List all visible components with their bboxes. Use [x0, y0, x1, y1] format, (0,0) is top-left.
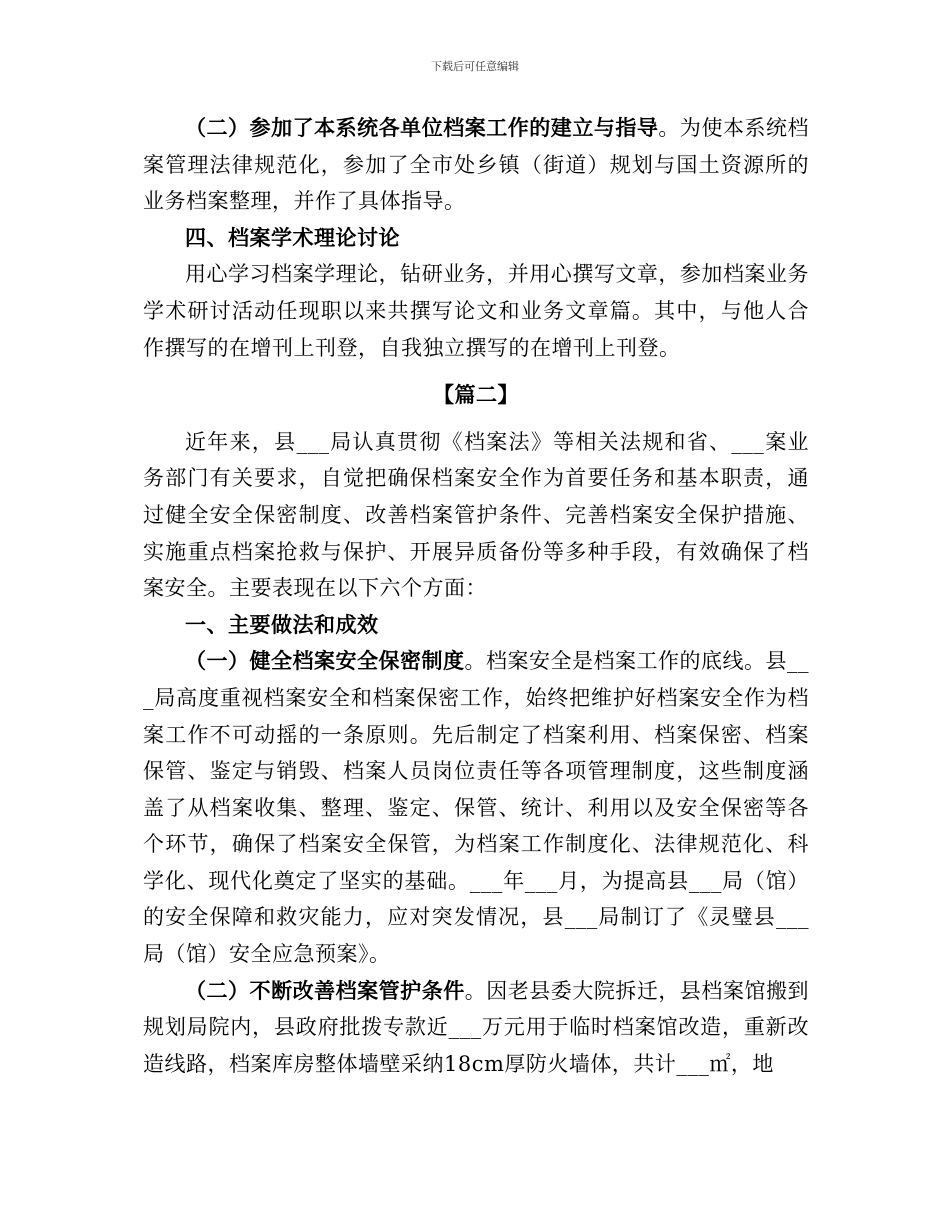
paragraph-part-2-intro: 近年来，县___局认真贯彻《档案法》等相关法规和省、___案业务部门有关要求，自觉把确保档案安全作为首要任务和基本职责，通过健全安全保密制度、改善档案管护条件、完善档案安全保护措施、实施重点档案抢救与保护、开展异质备份等多种手段，有效确保了档案安全。主要表现在以下六个方面： — [143, 429, 809, 601]
part-2-item-2-text: 。因老县委大院拆迁，县档案馆搬到规划局院内，县政府批拨专款近___万元用于临时档案馆改造，重新改造线路，档案库房整体墙壁采纳18cm厚防火墙体，共计___㎡，地 — [143, 978, 810, 1076]
paragraph-item-2 — [143, 110, 809, 220]
part-2-title: 【篇二】 — [433, 382, 519, 408]
item-2-lead: （二）参加了本系统各单位档案工作的建立与指导 — [185, 115, 659, 140]
heading-section-4: 四、档案学术理论讨论 — [185, 224, 400, 250]
paragraph-part-2-item-2 — [143, 973, 809, 1083]
paragraph-part-2-item-1 — [143, 643, 809, 972]
paragraph-section-4: 用心学习档案学理论，钻研业务，并用心撰写文章，参加档案业务学术研讨活动任现职以来共撰写论文和业务文章篇。其中，与他人合作撰写的在增刊上刊登，自我独立撰写的在增刊上刊登。 — [143, 262, 809, 360]
heading-main-practices: 一、主要做法和成效 — [185, 611, 379, 637]
document-body — [143, 110, 809, 1082]
part-2-item-1-text: 。档案安全是档案工作的底线。县___局高度重视档案安全和档案保密工作，始终把维护好档案安全作为档案工作不可动摇的一条原则。先后制定了档案利用、档案保密、档案保管、鉴定与销毁、档案人员岗位责任等各项管理制度，这些制度涵盖了从档案收集、整理、鉴定、保管、统计、利用以及安全保密等各个环节，确保了档案安全保管，为档案工作制度化、法律规范化、科学化、现代化奠定了坚实的基础。___年___月，为提高县___局（馆）的安全保障和救灾能力，应对突发情况，县___局制订了《灵璧县___局（馆）安全应急预案》。 — [143, 649, 809, 967]
page-header-note: 下载后可任意编辑 — [431, 60, 519, 73]
part-2-item-1-lead: （一）健全档案安全保密制度 — [185, 648, 465, 674]
part-2-item-2-lead: （二）不断改善档案管护条件 — [185, 977, 465, 1003]
item-2-text: 。为使本系统档案管理法律规范化，参加了全市处乡镇（街道）规划与国土资源所的业务档案整理，并作了具体指导。 — [143, 116, 810, 214]
